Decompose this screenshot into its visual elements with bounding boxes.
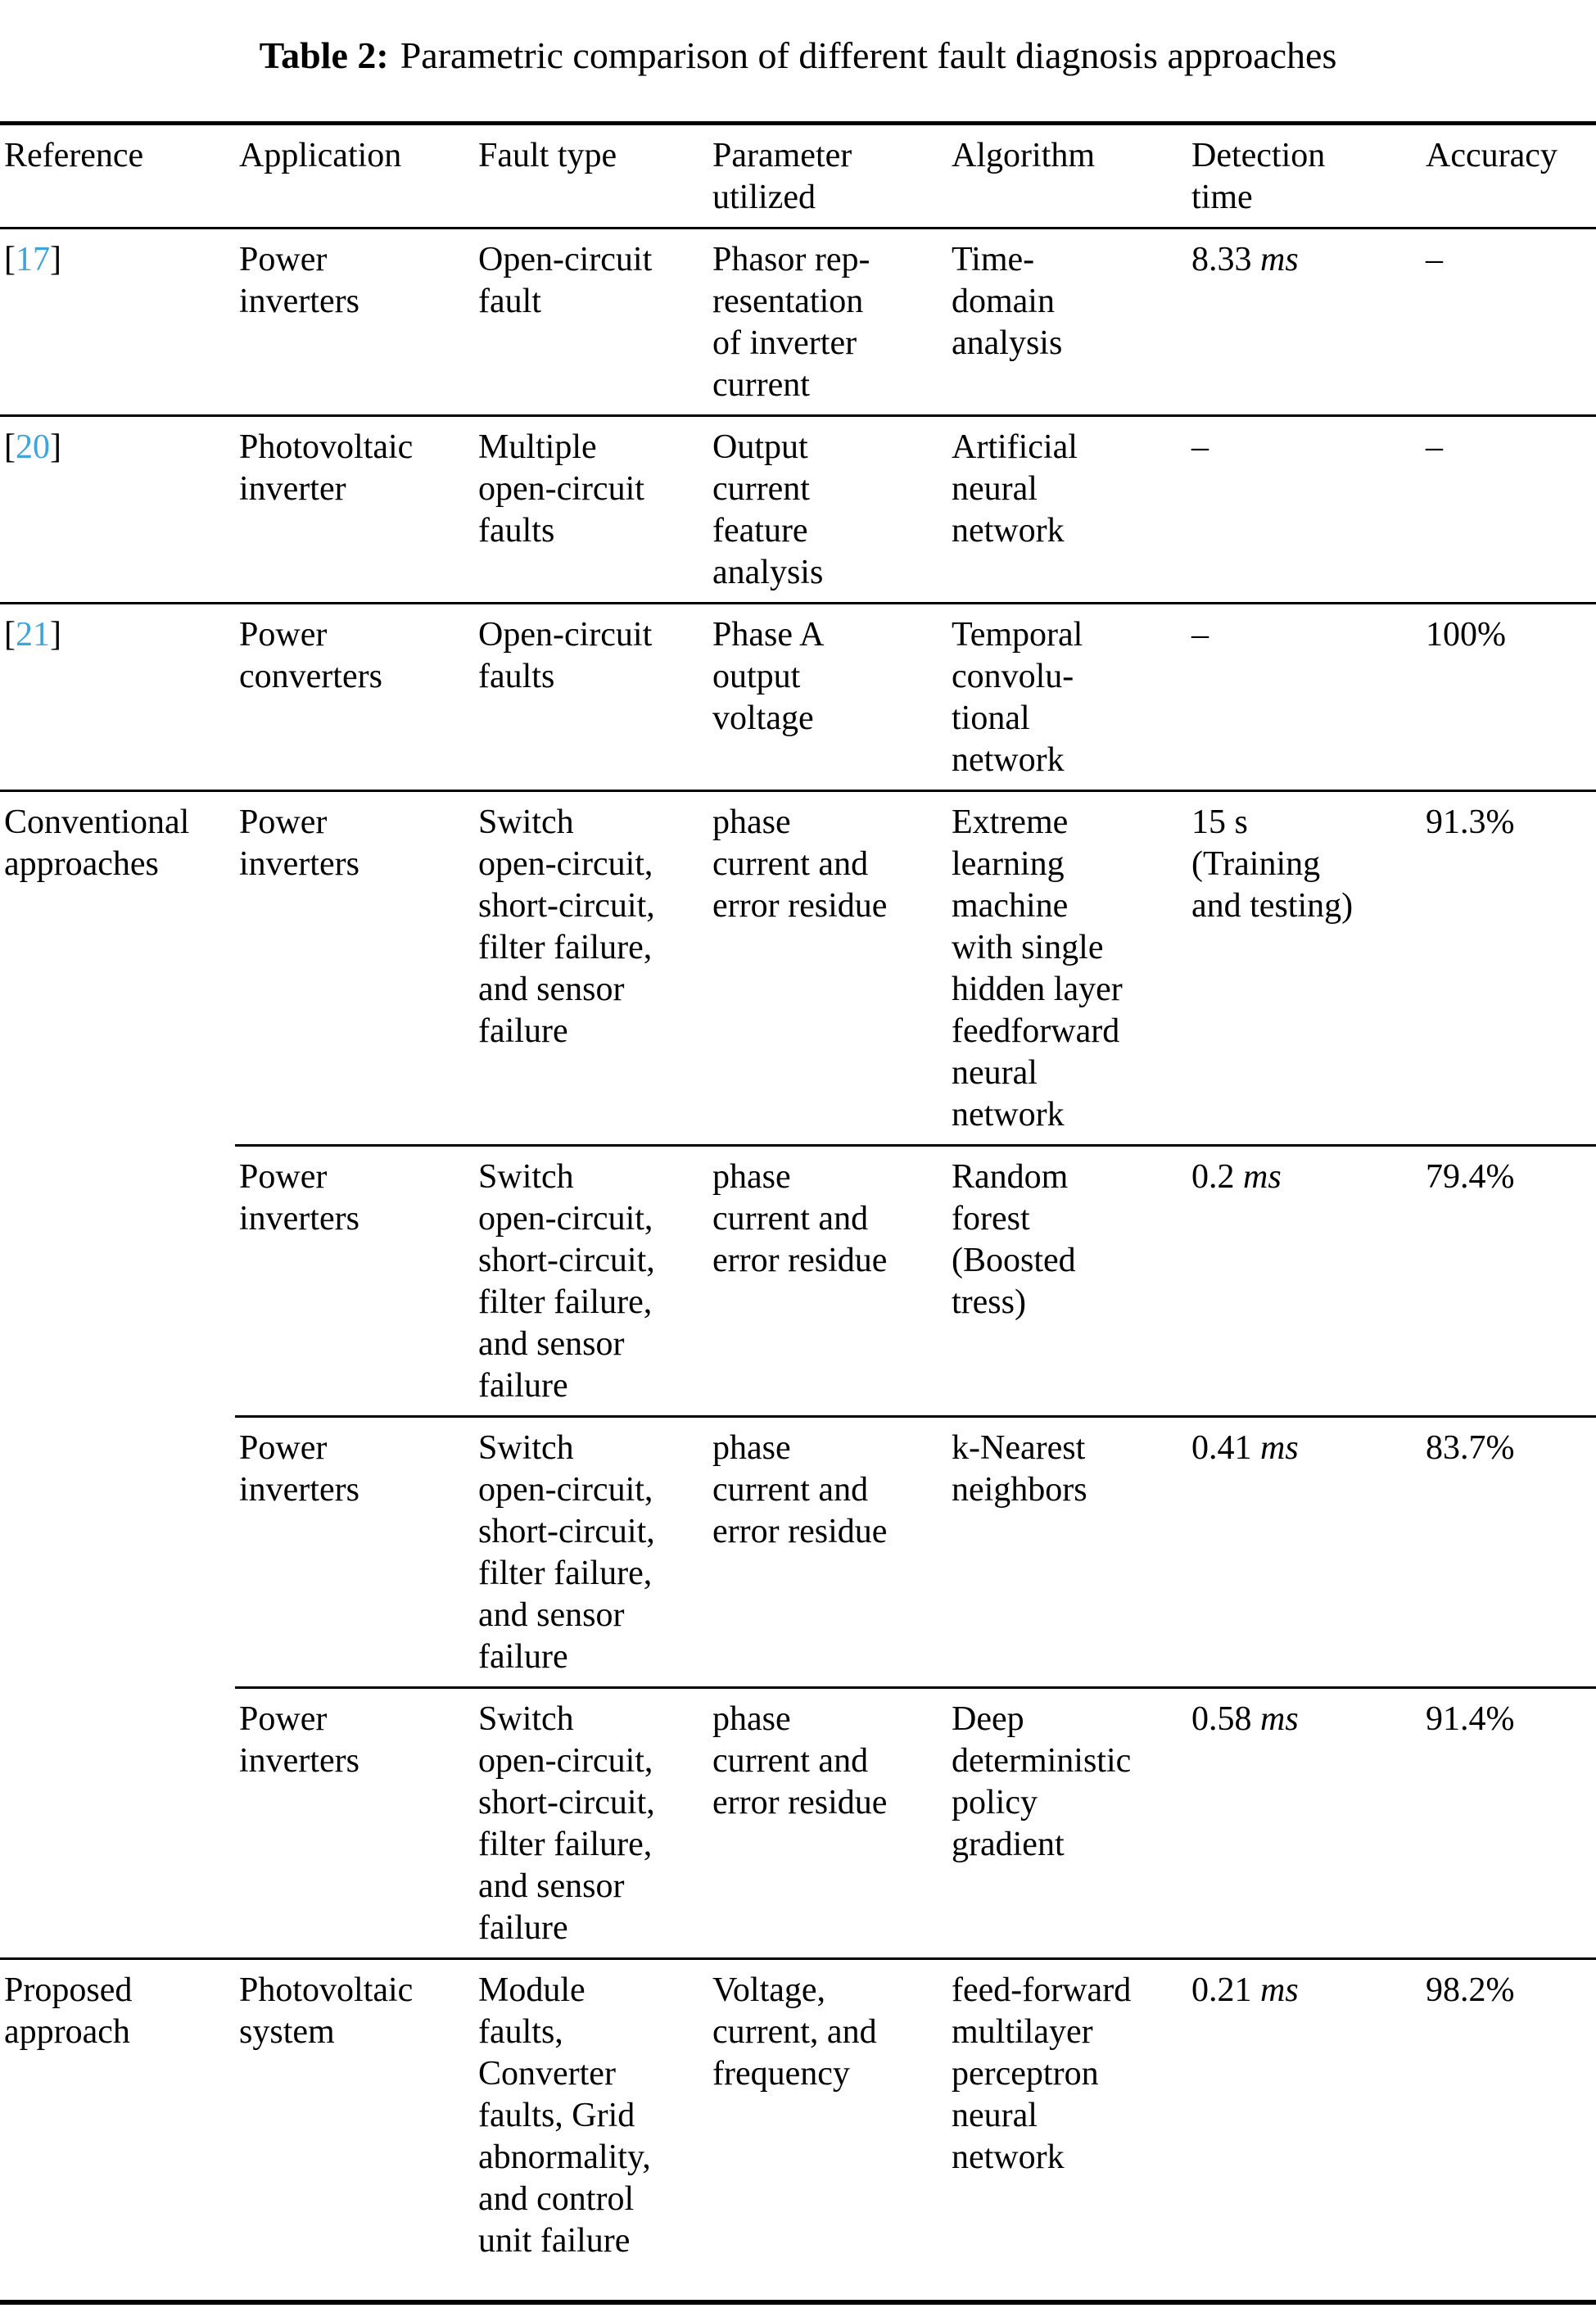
accuracy-cell: –	[1426, 428, 1443, 466]
detection-time-cell: –	[1191, 428, 1209, 466]
parameter-utilized-cell: phase current and error residue	[712, 1158, 888, 1279]
accuracy-cell: –	[1426, 241, 1443, 278]
reference-cell: [21]	[4, 616, 61, 654]
citation-link[interactable]: 21	[16, 616, 50, 654]
application-cell: Photovoltaic system	[239, 1971, 414, 2051]
parameter-utilized-cell: Phase A output voltage	[712, 616, 825, 737]
algorithm-cell: Artificial neural network	[952, 428, 1078, 550]
detection-time-cell: 8.33 ms	[1191, 241, 1299, 278]
column-header-accuracy: Accuracy	[1426, 137, 1558, 174]
accuracy-cell: 98.2%	[1426, 1971, 1515, 2009]
table-row	[0, 1146, 1596, 1417]
detection-time-unit: s	[1234, 803, 1248, 841]
detection-time-cell: –	[1191, 616, 1209, 654]
fault-type-cell: Open-circuit fault	[478, 241, 653, 320]
detection-time-unit: ms	[1260, 241, 1299, 278]
accuracy-cell: 91.4%	[1426, 1700, 1515, 1738]
fault-type-cell: Switch open-circuit, short-circuit, filter failure, and sensor failure	[478, 803, 655, 1050]
parameter-utilized-cell: Voltage, current, and frequency	[712, 1971, 877, 2093]
reference-cell: [17]	[4, 241, 61, 278]
reference-cell: [20]	[4, 428, 61, 466]
table-row	[0, 416, 1596, 604]
parameter-utilized-cell: Output current feature analysis	[712, 428, 824, 591]
application-cell: Power inverters	[239, 1429, 359, 1509]
detection-time-unit: ms	[1260, 1429, 1299, 1467]
application-cell: Power inverters	[239, 1158, 359, 1238]
algorithm-cell: feed-forward multilayer perceptron neural network	[952, 1971, 1132, 2176]
table-caption-text: Parametric comparison of different fault diagnosis approaches	[400, 34, 1337, 76]
fault-type-cell: Switch open-circuit, short-circuit, filter failure, and sensor failure	[478, 1429, 655, 1676]
table-caption	[0, 33, 1596, 79]
accuracy-cell: 79.4%	[1426, 1158, 1515, 1196]
fault-type-cell: Module faults, Converter faults, Grid abnormality, and control unit failure	[478, 1971, 651, 2260]
table-row	[0, 791, 1596, 1146]
fault-type-cell: Switch open-circuit, short-circuit, filter failure, and sensor failure	[478, 1158, 655, 1405]
parameter-utilized-cell: phase current and error residue	[712, 1700, 888, 1821]
fault-type-cell: Multiple open-circuit faults	[478, 428, 644, 550]
table-row	[0, 1688, 1596, 1959]
fault-type-cell: Switch open-circuit, short-circuit, filter failure, and sensor failure	[478, 1700, 655, 1947]
detection-time-cell: 0.58 ms	[1191, 1700, 1299, 1738]
detection-time-unit: ms	[1260, 1971, 1299, 2009]
detection-time-unit: ms	[1260, 1700, 1299, 1738]
reference-cell: Proposed approach	[4, 1971, 133, 2051]
detection-time-cell: 0.21 ms	[1191, 1971, 1299, 2009]
algorithm-cell: Time- domain analysis	[952, 241, 1063, 362]
citation-link[interactable]: 17	[16, 241, 50, 278]
parameter-utilized-cell: Phasor rep- resentation of inverter current	[712, 241, 870, 404]
column-header-parameter: Parameter utilized	[712, 137, 852, 216]
citation-link[interactable]: 20	[16, 428, 50, 466]
table-row	[0, 1417, 1596, 1688]
detection-time-unit: ms	[1243, 1158, 1282, 1196]
algorithm-cell: Temporal convolu- tional network	[952, 616, 1083, 779]
table-row	[0, 229, 1596, 416]
column-header-fault-type: Fault type	[478, 137, 617, 174]
application-cell: Power inverters	[239, 803, 359, 883]
algorithm-cell: Random forest (Boosted tress)	[952, 1158, 1076, 1321]
algorithm-cell: Extreme learning machine with single hidden layer feedforward neural network	[952, 803, 1123, 1134]
detection-time-cell: 0.41 ms	[1191, 1429, 1299, 1467]
header-row	[0, 124, 1596, 229]
algorithm-cell: Deep deterministic policy gradient	[952, 1700, 1132, 1863]
detection-time-cell: 15 s (Training and testing)	[1191, 803, 1354, 925]
column-header-application: Application	[239, 137, 402, 174]
accuracy-cell: 100%	[1426, 616, 1506, 654]
application-cell: Power converters	[239, 616, 382, 695]
application-cell: Photovoltaic inverter	[239, 428, 414, 508]
comparison-table	[0, 121, 1596, 2305]
table-row	[0, 604, 1596, 791]
table-row	[0, 1959, 1596, 2303]
column-header-reference: Reference	[4, 137, 144, 174]
algorithm-cell: k-Nearest neighbors	[952, 1429, 1087, 1509]
fault-type-cell: Open-circuit faults	[478, 616, 653, 695]
column-header-algorithm: Algorithm	[952, 137, 1095, 174]
reference-cell: Conventional approaches	[4, 803, 190, 883]
table-caption-label: Table 2:	[259, 34, 389, 76]
parameter-utilized-cell: phase current and error residue	[712, 1429, 888, 1550]
column-header-detection-time: Detection time	[1191, 137, 1326, 216]
detection-time-cell: 0.2 ms	[1191, 1158, 1282, 1196]
application-cell: Power inverters	[239, 1700, 359, 1780]
application-cell: Power inverters	[239, 241, 359, 320]
accuracy-cell: 83.7%	[1426, 1429, 1515, 1467]
accuracy-cell: 91.3%	[1426, 803, 1515, 841]
parameter-utilized-cell: phase current and error residue	[712, 803, 888, 925]
